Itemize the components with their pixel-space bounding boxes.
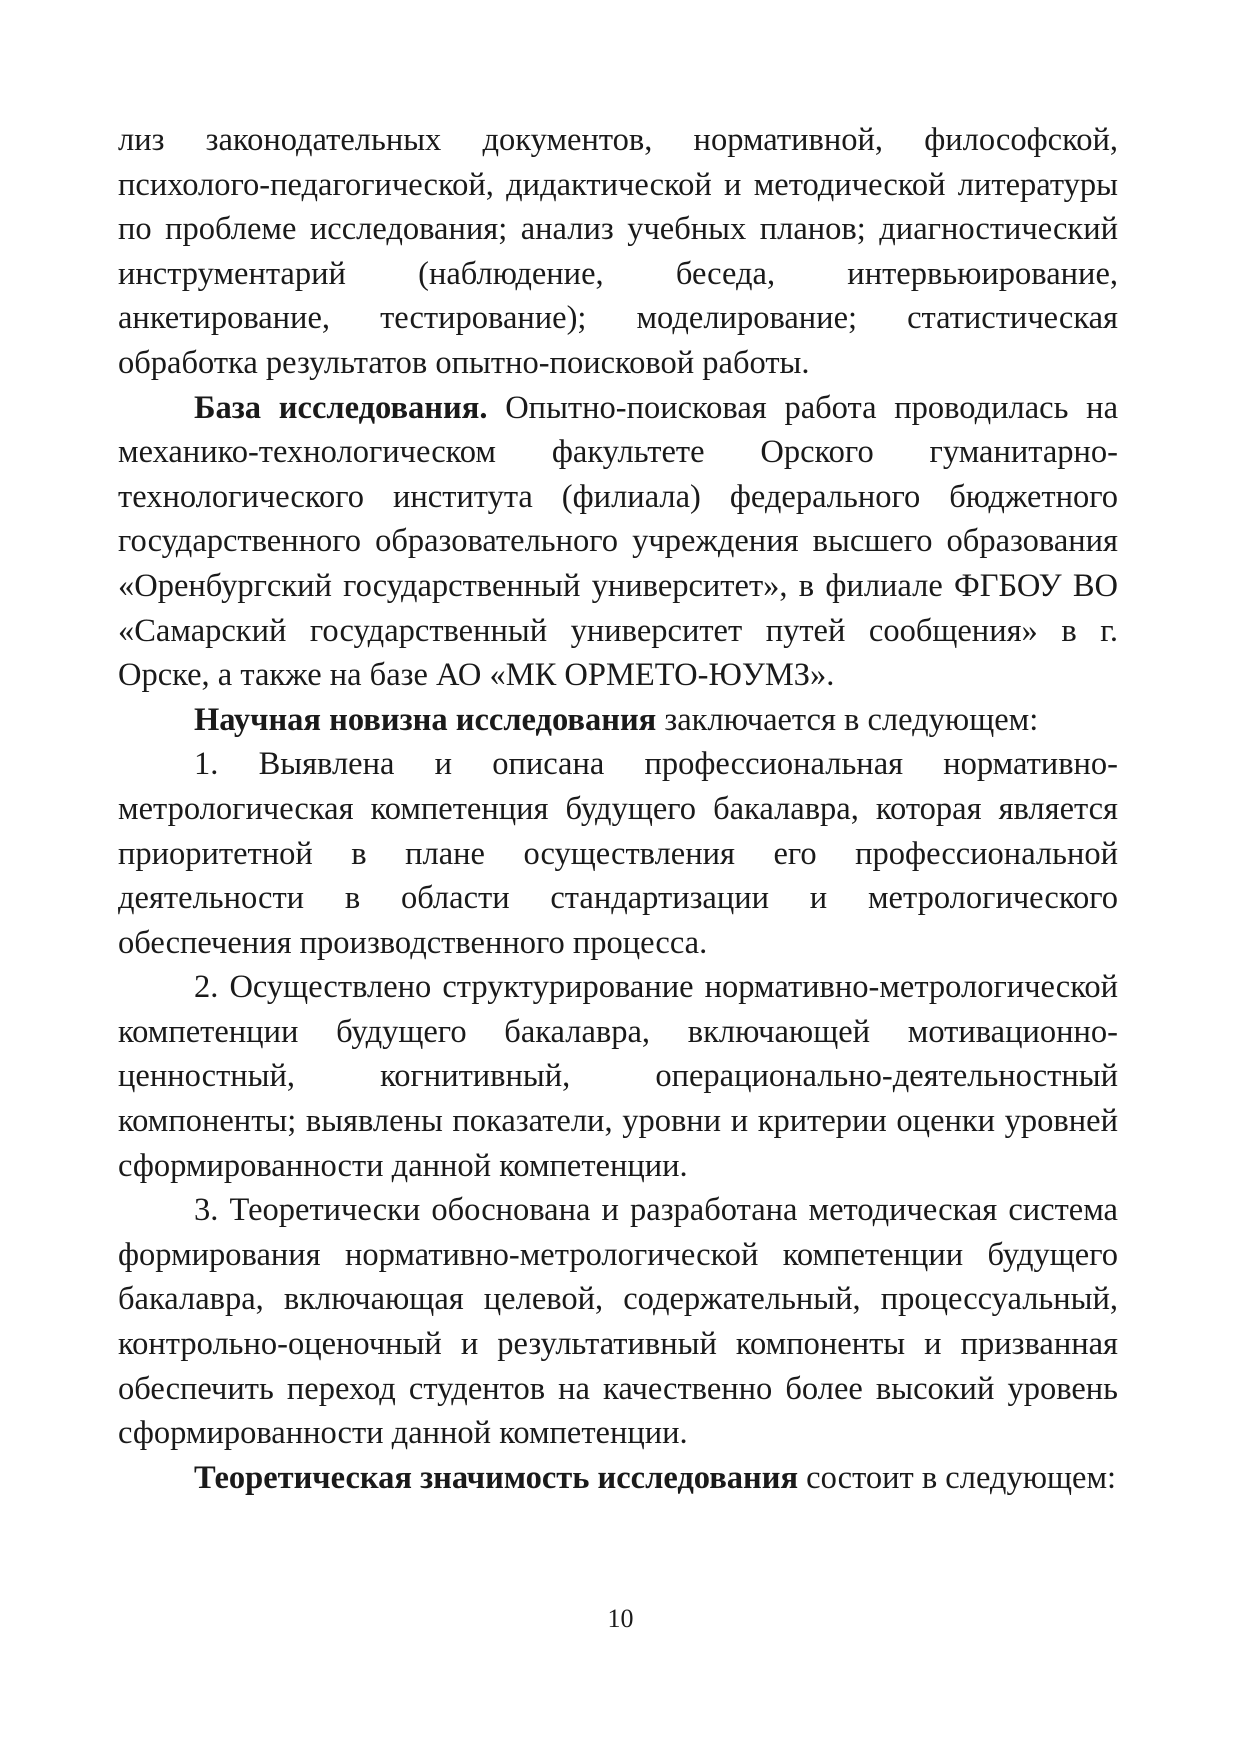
paragraph-methods-text: лиз законодательных документов, нормативной, философской, психолого-педагогической, дидактической и методической литературы по проблеме исследования; анализ учебных планов; диагностический инструментарий (наблюдение, беседа, интервьюирование, анкетирование, тестирование); моделирование; статистическая обработка результатов опытно-поисковой работы.	[118, 122, 1118, 381]
paragraph-theoretical-significance	[118, 1456, 1118, 1501]
paragraph-novelty-intro-text: заключается в следующем:	[656, 701, 1039, 738]
heading-theoretical-significance: Теоретическая значимость исследования	[194, 1459, 799, 1496]
list-item-novelty-1	[118, 742, 1118, 965]
paragraph-research-base-text: Опытно-поисковая работа проводилась на механико-технологическом факультете Орского гуманитарно-технологического института (филиала) федерального бюджетного государственного образовательного учреждения высшего образования «Оренбургский государственный университет», в филиале ФГБОУ ВО «Самарский государственный университет путей сообщения» в г. Орске, а также на базе АО «МК ОРМЕТО-ЮУМЗ».	[118, 389, 1118, 694]
list-item-novelty-3-text: 3. Теоретически обоснована и разработана методическая система формирования нормативно-метрологической компетенции будущего бакалавра, включающая целевой, содержательный, процессуальный, контрольно-оценочный и результативный компоненты и призванная обеспечить переход студентов на качественно более высокий уровень сформированности данной компетенции.	[118, 1192, 1118, 1452]
paragraph-theoretical-significance-text: состоит в следующем:	[798, 1459, 1117, 1496]
list-item-novelty-1-text: 1. Выявлена и описана профессиональная нормативно-метрологическая компетенция будущего бакалавра, которая является приоритетной в плане осуществления его профессиональной деятельности в области стандартизации и метрологического обеспечения производственного процесса.	[118, 746, 1118, 961]
list-item-novelty-2	[118, 965, 1118, 1188]
page-number: 10	[607, 1604, 634, 1633]
page-body	[118, 118, 1118, 1500]
paragraph-novelty-intro	[118, 698, 1118, 743]
list-item-novelty-2-text: 2. Осуществлено структурирование нормативно-метрологической компетенции будущего бакалавра, включающей мотивационно-ценностный, когнитивный, операционально-деятельностный компоненты; выявлены показатели, уровни и критерии оценки уровней сформированности данной компетенции.	[118, 969, 1118, 1184]
heading-research-base: База исследования.	[194, 389, 488, 426]
list-item-novelty-3	[118, 1188, 1118, 1456]
paragraph-methods	[118, 118, 1118, 386]
paragraph-research-base	[118, 386, 1118, 698]
heading-scientific-novelty: Научная новизна исследования	[194, 701, 657, 738]
